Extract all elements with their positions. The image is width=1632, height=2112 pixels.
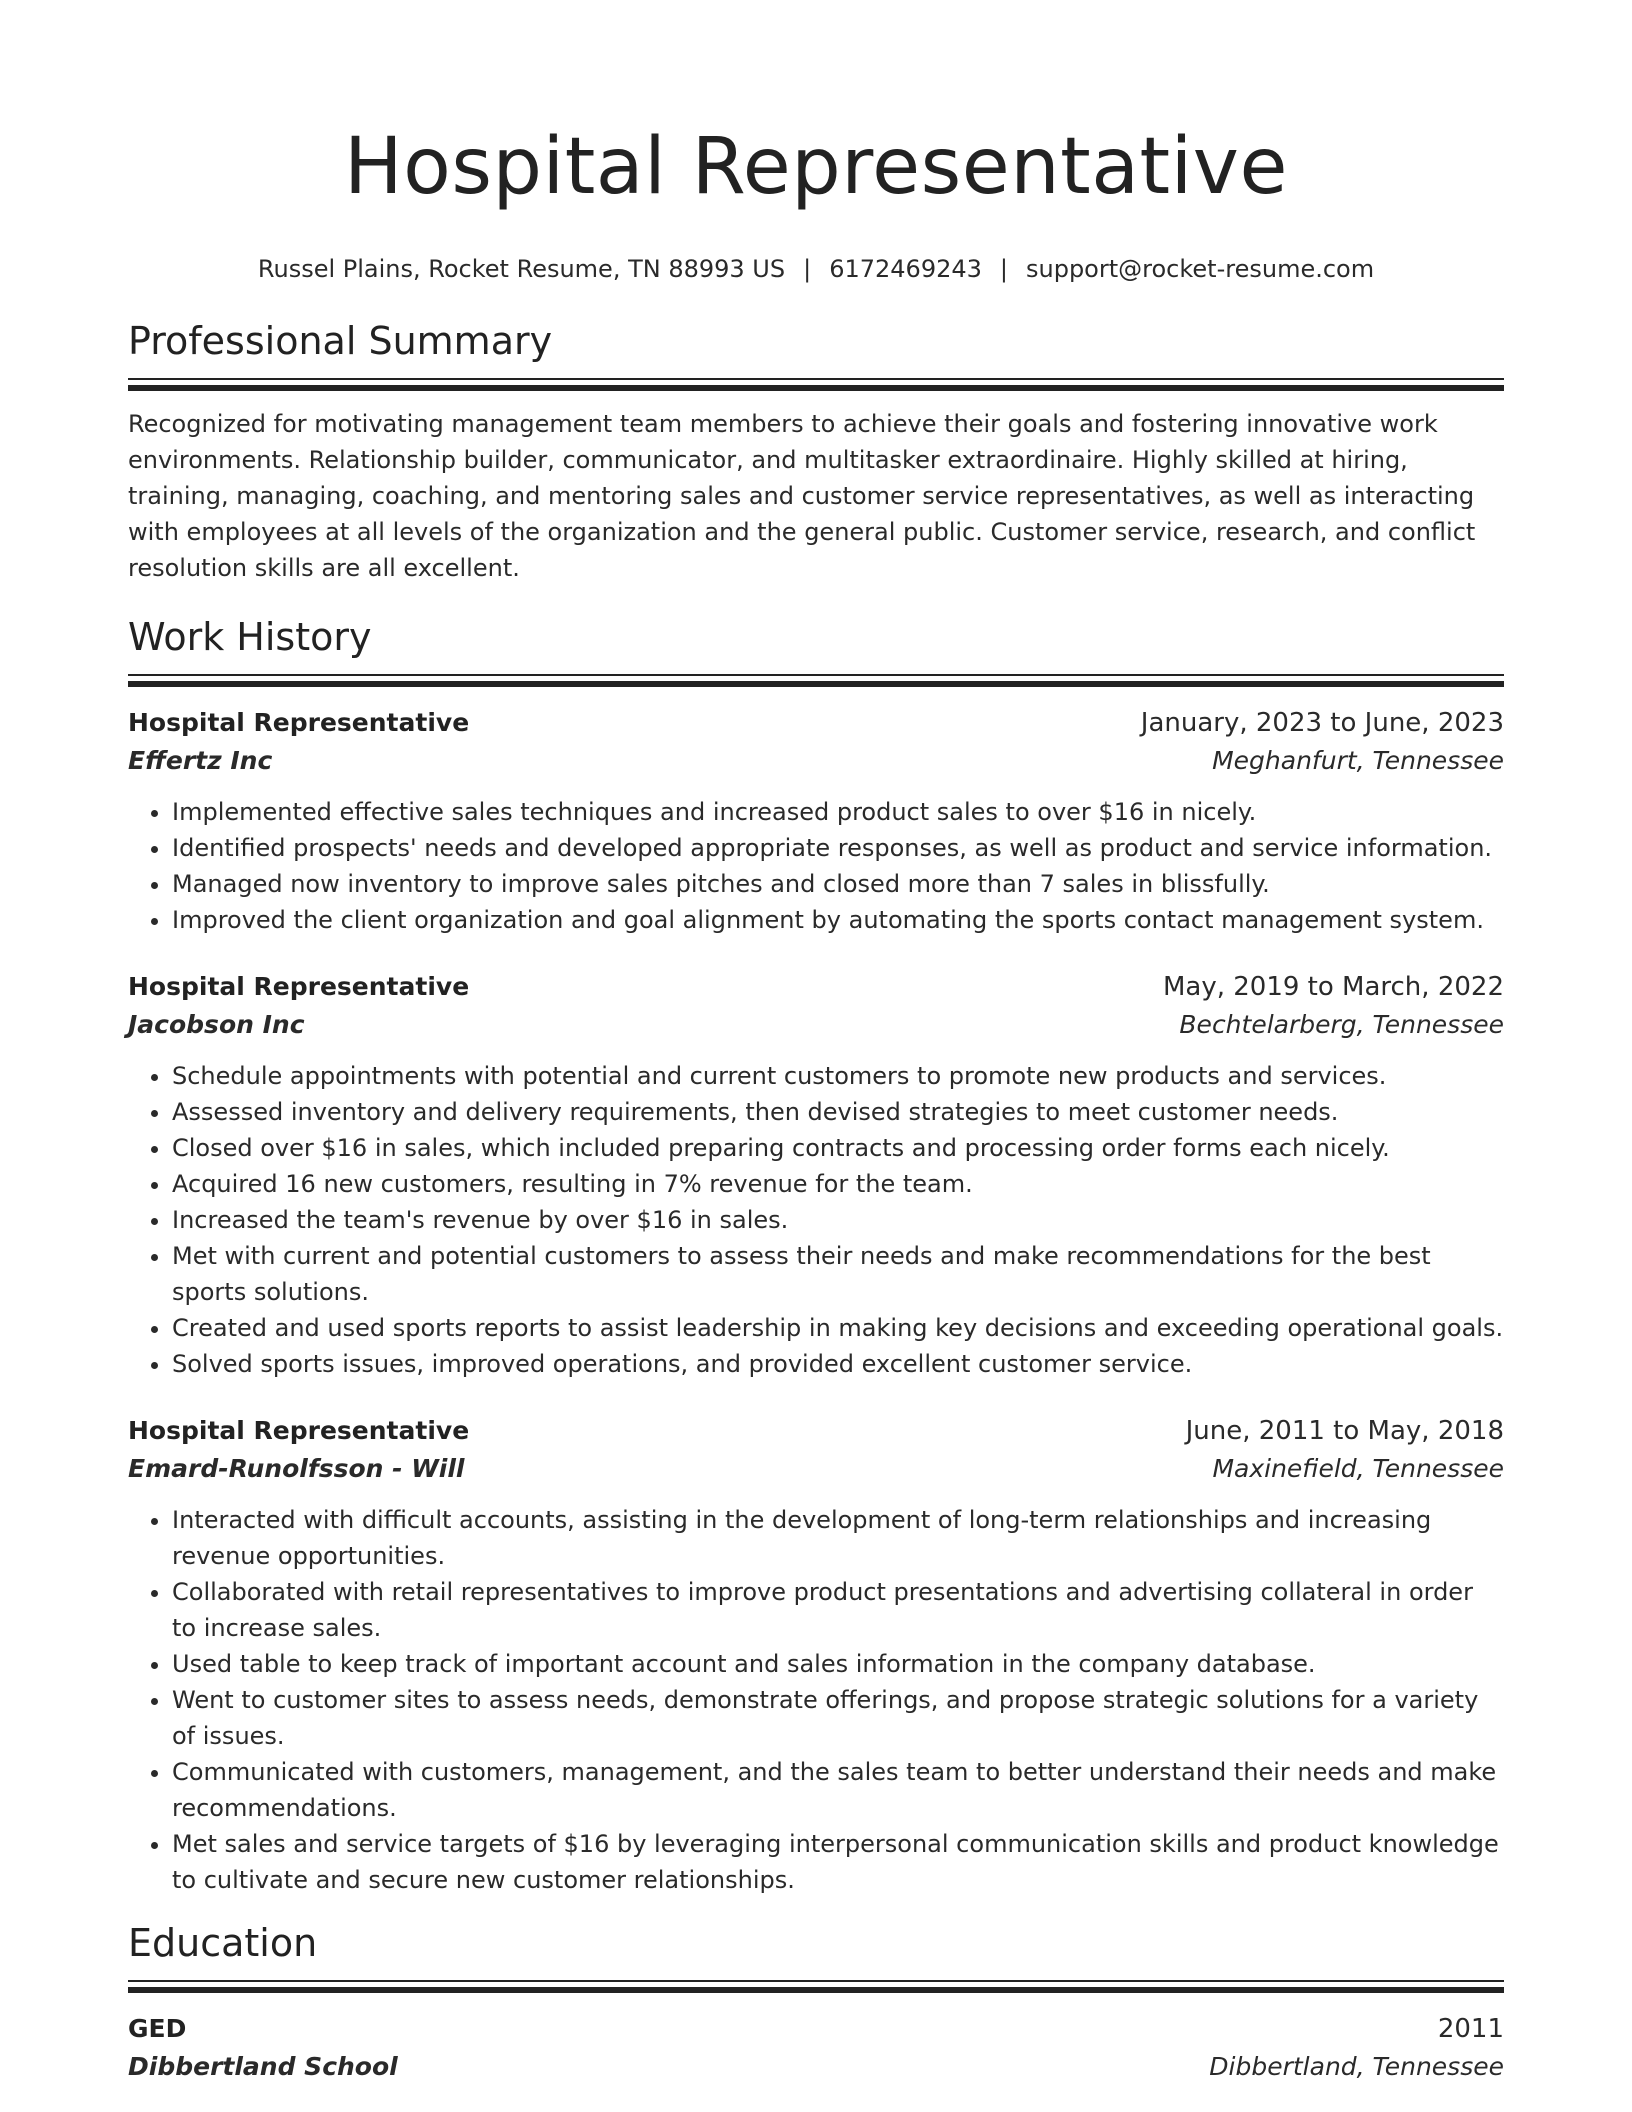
job-company: Jacobson Inc (128, 1010, 305, 1039)
job-header-row (128, 704, 1504, 742)
job-entry (128, 1412, 1504, 1898)
contact-separator: | (999, 255, 1008, 283)
list-item: • Solved sports issues, improved operations, and provided excellent customer service. (172, 1346, 1504, 1382)
list-item: • Assessed inventory and delivery requirements, then devised strategies to meet customer needs. (172, 1094, 1504, 1130)
summary-text: Recognized for motivating management team members to achieve their goals and fostering innovative work environments. Relationship builder, communicator, and multitasker extraordinaire. Highly skilled at hiring, training, managing, coaching, and mentoring sales and customer service representatives, as well as interacting with employees at all levels of the organization and the general public. Customer service, research, and conflict resolution skills are all excellent. (128, 410, 1476, 582)
list-item: • Improved the client organization and goal alignment by automating the sports contact management system. (172, 902, 1504, 938)
section-divider (128, 674, 1504, 688)
list-item: • Implemented effective sales techniques and increased product sales to over $16 in nicely. (172, 794, 1504, 830)
section-title-education: Education (128, 1921, 318, 1965)
list-item: • Communicated with customers, management, and the sales team to better understand their needs and make recommendations. (172, 1754, 1504, 1826)
job-dates: May, 2019 to March, 2022 (1162, 972, 1504, 1002)
education-year: 2011 (1437, 2014, 1504, 2044)
summary-section (128, 318, 1504, 586)
list-item: • Increased the team's revenue by over $16 in sales. (172, 1202, 1504, 1238)
education-degree: GED (128, 2014, 187, 2043)
section-title-work-history: Work History (128, 615, 372, 659)
list-item: • Schedule appointments with potential and current customers to promote new products and services. (172, 1058, 1504, 1094)
list-item: • Met with current and potential customers to assess their needs and make recommendations for the best sports solutions. (172, 1238, 1504, 1310)
job-bullets (128, 1502, 1504, 1898)
education-school-row (128, 2048, 1504, 2086)
job-entry (128, 704, 1504, 938)
section-title-summary: Professional Summary (128, 319, 553, 363)
job-bullets (128, 794, 1504, 938)
contact-address: Russel Plains, Rocket Resume, TN 88993 US (257, 255, 786, 283)
list-item: • Used table to keep track of important account and sales information in the company database. (172, 1646, 1504, 1682)
section-divider (128, 1980, 1504, 1994)
job-title: Hospital Representative (128, 708, 470, 737)
list-item: • Went to customer sites to assess needs, demonstrate offerings, and propose strategic solutions for a variety of issues. (172, 1682, 1504, 1754)
list-item: • Acquired 16 new customers, resulting in 7% revenue for the team. (172, 1166, 1504, 1202)
list-item: • Managed now inventory to improve sales pitches and closed more than 7 sales in blissfully. (172, 866, 1504, 902)
list-item: • Created and used sports reports to assist leadership in making key decisions and exceeding operational goals. (172, 1310, 1504, 1346)
contact-line (128, 254, 1504, 284)
job-company-row (128, 1006, 1504, 1044)
job-header-row (128, 1412, 1504, 1450)
contact-separator: | (803, 255, 812, 283)
job-title: Hospital Representative (128, 972, 470, 1001)
job-location: Bechtelarberg, Tennessee (1179, 1010, 1504, 1039)
education-header-row (128, 2010, 1504, 2048)
list-item: • Closed over $16 in sales, which included preparing contracts and processing order forms each nicely. (172, 1130, 1504, 1166)
list-item: • Identified prospects' needs and developed appropriate responses, as well as product and service information. (172, 830, 1504, 866)
job-company-row (128, 742, 1504, 780)
education-section (128, 1920, 1504, 2086)
education-location: Dibbertland, Tennessee (1209, 2052, 1504, 2081)
resume-name: Hospital Representative (344, 122, 1288, 212)
list-item: • Collaborated with retail representatives to improve product presentations and advertising collateral in order to increase sales. (172, 1574, 1504, 1646)
education-entry (128, 2010, 1504, 2086)
job-company-row (128, 1450, 1504, 1488)
job-company: Effertz Inc (128, 746, 273, 775)
job-dates: January, 2023 to June, 2023 (1140, 708, 1504, 738)
job-company: Emard-Runolfsson - Will (128, 1454, 465, 1483)
job-location: Maxinefield, Tennessee (1212, 1454, 1504, 1483)
contact-email: support@rocket-resume.com (1026, 255, 1375, 283)
education-school: Dibbertland School (128, 2052, 398, 2081)
contact-phone: 6172469243 (829, 255, 982, 283)
list-item: • Met sales and service targets of $16 by leveraging interpersonal communication skills and product knowledge to cultivate and secure new customer relationships. (172, 1826, 1504, 1898)
section-divider (128, 378, 1504, 392)
work-history-section (128, 614, 1504, 1898)
list-item: • Interacted with difficult accounts, assisting in the development of long-term relationships and increasing revenue opportunities. (172, 1502, 1504, 1574)
job-dates: June, 2011 to May, 2018 (1185, 1416, 1504, 1446)
job-title: Hospital Representative (128, 1416, 470, 1445)
job-bullets (128, 1058, 1504, 1382)
job-entry (128, 968, 1504, 1382)
job-location: Meghanfurt, Tennessee (1212, 746, 1504, 775)
job-header-row (128, 968, 1504, 1006)
